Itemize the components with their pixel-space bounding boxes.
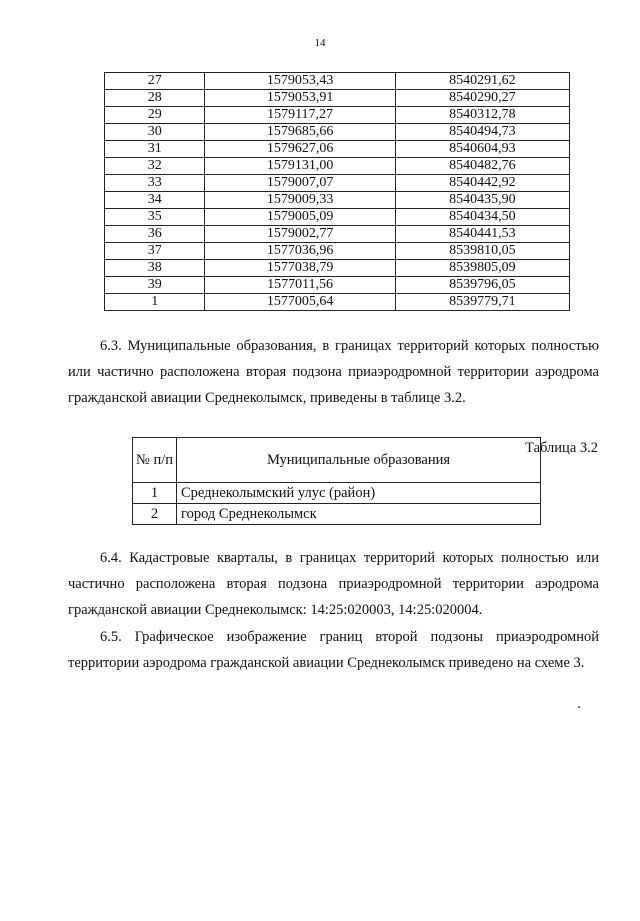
coord-x: 1579053,43 xyxy=(205,73,395,90)
coord-y: 8540494,73 xyxy=(395,124,569,141)
coord-y: 8540290,27 xyxy=(395,90,569,107)
point-number: 39 xyxy=(105,277,205,294)
paragraph-line: гражданской авиации Среднеколымск, приведены в таблице 3.2. xyxy=(68,390,466,406)
paragraph-6-5 xyxy=(68,624,599,676)
point-number: 30 xyxy=(105,124,205,141)
table-row xyxy=(105,277,570,294)
paragraph-line: 6.3. Муниципальные образования, в границах территорий которых полностью xyxy=(100,338,599,354)
point-number: 36 xyxy=(105,226,205,243)
table-caption: Таблица 3.2 xyxy=(525,440,598,456)
coord-y: 8539796,05 xyxy=(395,277,569,294)
coord-y: 8539779,71 xyxy=(395,294,569,311)
coord-y: 8540441,53 xyxy=(395,226,569,243)
table-row xyxy=(105,124,570,141)
coord-y: 8540291,62 xyxy=(395,73,569,90)
coord-x: 1579117,27 xyxy=(205,107,395,124)
municipalities-table xyxy=(132,437,541,525)
row-name: Среднеколымский улус (район) xyxy=(177,483,541,504)
paragraph-line: или частично расположена вторая подзона приаэродромной территории аэродрома xyxy=(68,364,599,380)
coord-x: 1577036,96 xyxy=(205,243,395,260)
page-number: 14 xyxy=(314,37,326,49)
table-row xyxy=(105,209,570,226)
table-row xyxy=(105,260,570,277)
coord-x: 1579009,33 xyxy=(205,192,395,209)
row-number: 2 xyxy=(133,504,177,525)
point-number: 35 xyxy=(105,209,205,226)
table-row xyxy=(105,141,570,158)
paragraph-line: территории аэродрома гражданской авиации Среднеколымск приведено на схеме 3. xyxy=(68,655,585,671)
coordinates-table-body xyxy=(105,73,570,311)
point-number: 34 xyxy=(105,192,205,209)
table-row xyxy=(105,192,570,209)
coord-y: 8539805,09 xyxy=(395,260,569,277)
table-row xyxy=(105,107,570,124)
table-row xyxy=(105,226,570,243)
point-number: 1 xyxy=(105,294,205,311)
table-row xyxy=(133,483,541,504)
paragraph-line: 6.5. Графическое изображение границ второй подзоны приаэродромной xyxy=(100,629,599,645)
coord-x: 1577005,64 xyxy=(205,294,395,311)
point-number: 27 xyxy=(105,73,205,90)
coord-y: 8540434,50 xyxy=(395,209,569,226)
point-number: 31 xyxy=(105,141,205,158)
point-number: 37 xyxy=(105,243,205,260)
coord-y: 8540435,90 xyxy=(395,192,569,209)
coord-x: 1579685,66 xyxy=(205,124,395,141)
header-name: Муниципальные образования xyxy=(177,438,541,483)
table-row xyxy=(105,73,570,90)
coord-x: 1579007,07 xyxy=(205,175,395,192)
table-row xyxy=(133,504,541,525)
coord-x: 1579131,00 xyxy=(205,158,395,175)
coord-y: 8540482,76 xyxy=(395,158,569,175)
coord-y: 8539810,05 xyxy=(395,243,569,260)
coord-x: 1579005,09 xyxy=(205,209,395,226)
point-number: 38 xyxy=(105,260,205,277)
header-number: № п/п xyxy=(133,438,177,483)
point-number: 33 xyxy=(105,175,205,192)
table-row xyxy=(105,294,570,311)
coord-x: 1579627,06 xyxy=(205,141,395,158)
point-number: 29 xyxy=(105,107,205,124)
paragraph-6-4 xyxy=(68,545,599,623)
coord-x: 1579053,91 xyxy=(205,90,395,107)
paragraph-6-3 xyxy=(68,333,599,411)
coordinates-table xyxy=(104,72,570,311)
coord-y: 8540312,78 xyxy=(395,107,569,124)
paragraph-line: 6.4. Кадастровые кварталы, в границах территорий которых полностью или xyxy=(100,550,599,566)
paragraph-line: гражданской авиации Среднеколымск: 14:25:020003, 14:25:020004. xyxy=(68,602,483,618)
point-number: 32 xyxy=(105,158,205,175)
scan-speck xyxy=(578,706,580,708)
table-row xyxy=(105,175,570,192)
coord-x: 1577038,79 xyxy=(205,260,395,277)
point-number: 28 xyxy=(105,90,205,107)
coord-x: 1579002,77 xyxy=(205,226,395,243)
row-name: город Среднеколымск xyxy=(177,504,541,525)
row-number: 1 xyxy=(133,483,177,504)
table-row xyxy=(105,158,570,175)
table-header-row xyxy=(133,438,541,483)
table-row xyxy=(105,243,570,260)
paragraph-line: частично расположена вторая подзона приаэродромной территории аэродрома xyxy=(68,576,599,592)
table-row xyxy=(105,90,570,107)
coord-x: 1577011,56 xyxy=(205,277,395,294)
coord-y: 8540604,93 xyxy=(395,141,569,158)
coord-y: 8540442,92 xyxy=(395,175,569,192)
